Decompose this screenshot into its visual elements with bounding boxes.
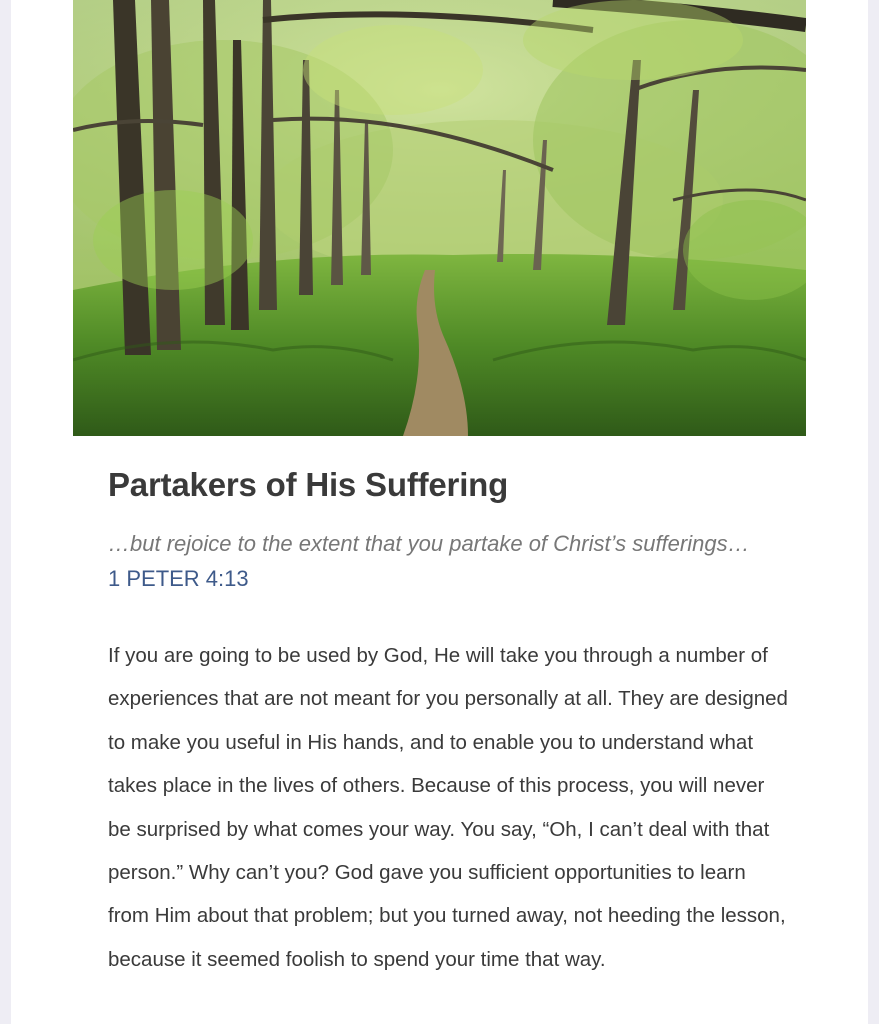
hero-image <box>73 0 806 436</box>
verse-reference-link[interactable]: 1 PETER 4:13 <box>108 566 249 591</box>
article-body: If you are going to be used by God, He will take you through a number of experiences that are not meant for you personally at all. They are designed to make you useful in His hands, and to enable you to understand what takes place in the lives of others. Because of this process, you will never be surprised by what comes your way. You say, “Oh, I can’t deal with that person.” Why can’t you? God gave you sufficient opportunities to learn from Him about that problem; but you turned away, not heeding the lesson, because it seemed foolish to spend your time that way. <box>108 644 788 971</box>
article-title: Partakers of His Suffering <box>108 466 509 503</box>
verse-quote: …but rejoice to the extent that you partake of Christ’s sufferings… <box>108 531 750 556</box>
forest-path-photo <box>73 0 806 436</box>
article-page <box>11 0 868 1024</box>
